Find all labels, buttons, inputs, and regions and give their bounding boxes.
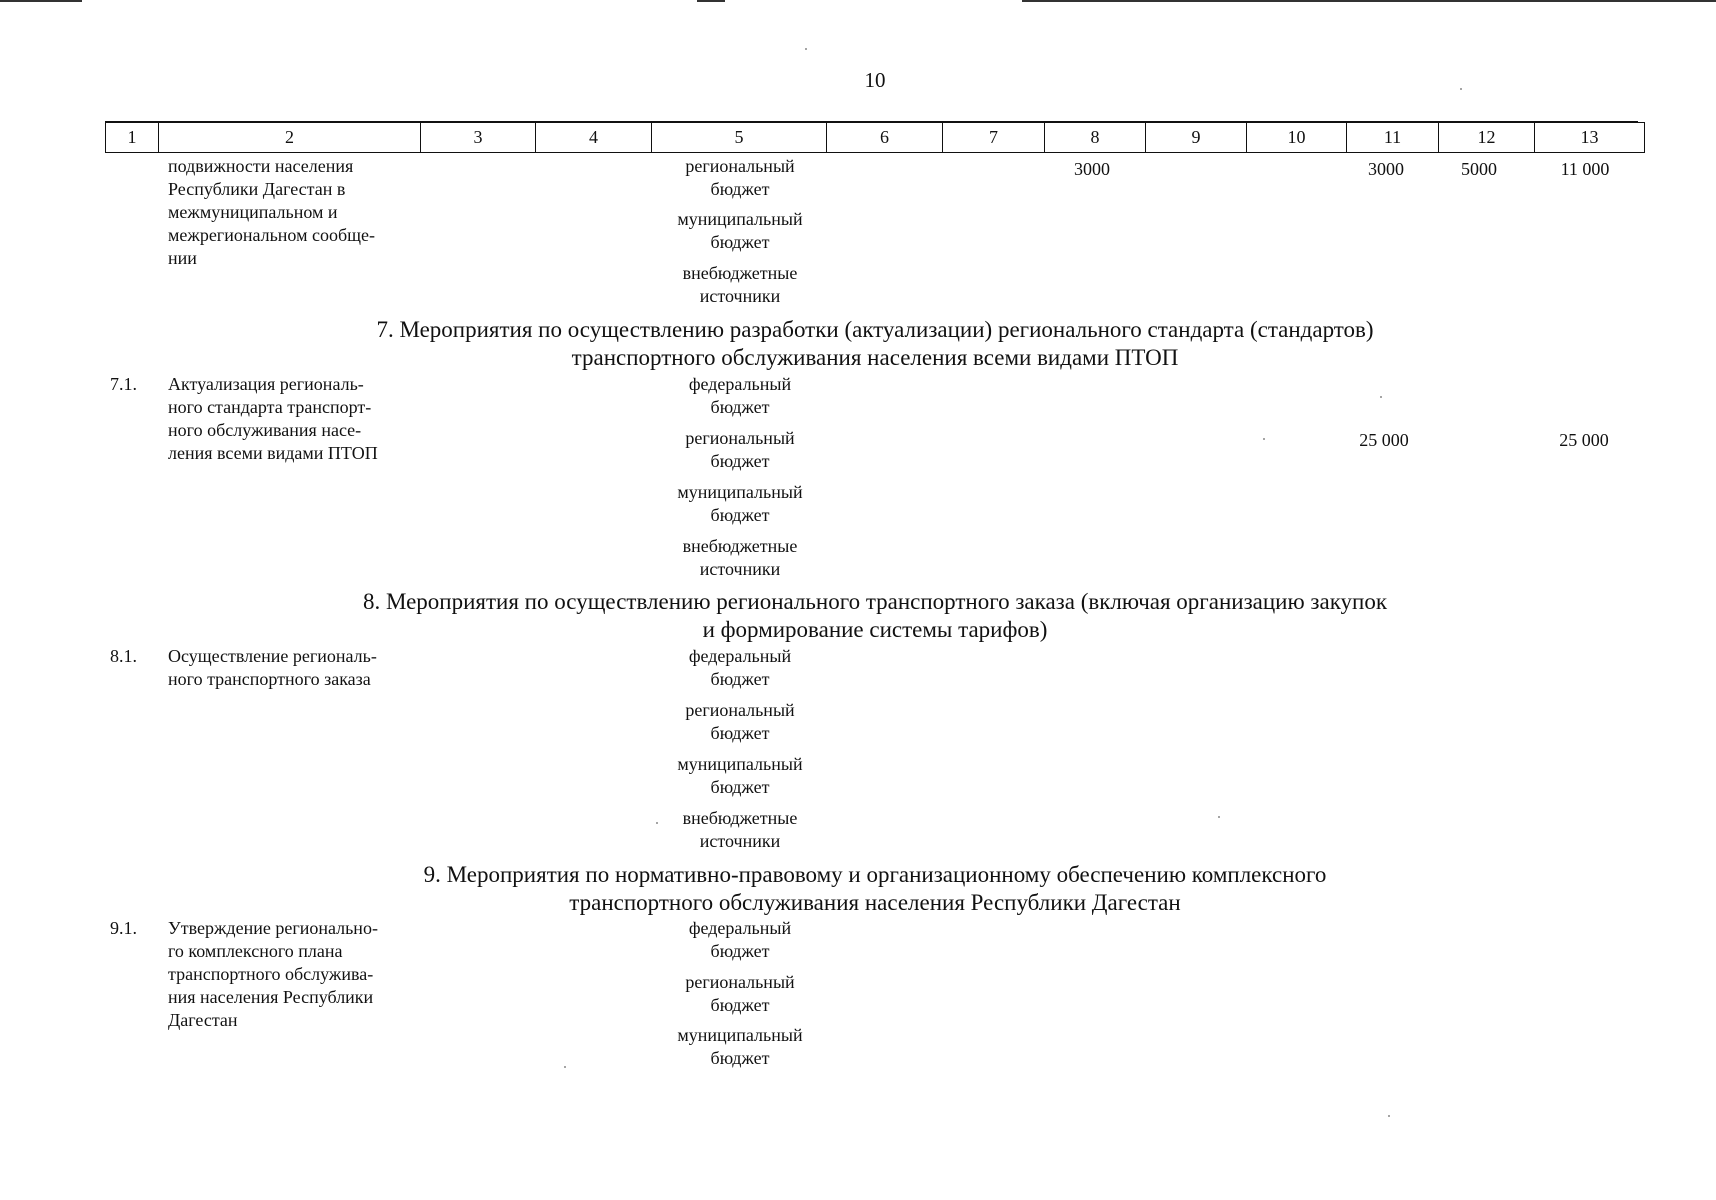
section-title-line: 9. Мероприятия по нормативно-правовому и организационному обеспечению комплексного [423,862,1327,887]
section-8-heading [0,588,1716,644]
header-cell: 12 [1439,123,1535,153]
scan-edge-line [1022,0,1716,2]
source-line: источники [699,286,781,306]
item-name [168,373,405,465]
source-line: источники [699,831,781,851]
name-line: Утверждение регионально- [168,918,378,938]
header-cell: 1 [106,123,159,153]
source-line: федеральный [688,646,792,666]
name-line: ления всеми видами ПТОП [168,443,378,463]
item-name [168,645,405,691]
source-line: бюджет [710,1048,770,1068]
header-cell: 7 [943,123,1045,153]
name-line: нии [168,248,197,268]
source-line: муниципальный [677,1025,803,1045]
section-title-line: 8. Мероприятия по осуществлению регионального транспортного заказа (включая организацию закупок [362,589,1388,614]
source-line: бюджет [710,232,770,252]
source-line: региональный [685,156,795,176]
continued-item-name [168,155,405,270]
item-name [168,917,405,1032]
header-cell: 10 [1247,123,1347,153]
source-line: внебюджетные [682,808,798,828]
name-line: ного обслуживания насе- [168,420,362,440]
scan-speck [1380,396,1382,398]
scan-speck [1388,1115,1390,1117]
header-cell: 3 [421,123,536,153]
scan-speck [1460,88,1462,90]
funding-source-federal [640,373,840,419]
item-number: 8.1. [110,646,137,666]
header-cell: 9 [1146,123,1247,153]
name-line: ного транспортного заказа [168,669,371,689]
source-line: бюджет [710,995,770,1015]
value-col8: 3000 [1074,159,1110,179]
header-cell: 13 [1535,123,1645,153]
source-line: бюджет [710,397,770,417]
name-line: межмуниципальном и [168,202,338,222]
funding-source-municipal [640,208,840,254]
funding-source-municipal [640,1024,840,1070]
value-col13: 25 000 [1559,430,1609,450]
source-line: бюджет [710,451,770,471]
header-cell: 8 [1045,123,1146,153]
section-title-line: и формирование системы тарифов) [702,617,1048,642]
source-line: федеральный [688,918,792,938]
name-line: межрегиональном сообще- [168,225,375,245]
section-title-line: 7. Мероприятия по осуществлению разработки (актуализации) регионального стандарта (стандартов) [376,317,1374,342]
source-line: источники [699,559,781,579]
funding-source-municipal [640,753,840,799]
source-line: бюджет [710,723,770,743]
item-number: 7.1. [110,374,137,394]
source-line: муниципальный [677,754,803,774]
name-line: го комплексного плана [168,941,343,961]
funding-source-regional [640,427,840,473]
source-line: муниципальный [677,482,803,502]
name-line: Республики Дагестан в [168,179,346,199]
item-number: 9.1. [110,918,137,938]
scan-edge-line [697,0,725,2]
section-9-heading [0,861,1716,917]
section-title-line: транспортного обслуживания населения всеми видами ПТОП [571,345,1179,370]
source-line: федеральный [688,374,792,394]
header-cell: 4 [536,123,652,153]
funding-source-extrabudgetary [640,807,840,853]
name-line: Дагестан [168,1010,238,1030]
name-line: Актуализация региональ- [168,374,364,394]
source-line: бюджет [710,669,770,689]
header-cell: 11 [1347,123,1439,153]
source-line: бюджет [710,505,770,525]
scan-speck [564,1066,566,1068]
source-line: региональный [685,972,795,992]
source-line: внебюджетные [682,263,798,283]
name-line: транспортного обслужива- [168,964,374,984]
name-line: подвижности населения [168,156,354,176]
funding-source-municipal [640,481,840,527]
source-line: региональный [685,700,795,720]
value-col12: 5000 [1461,159,1497,179]
scan-speck [1263,438,1265,440]
name-line: ного стандарта транспорт- [168,397,372,417]
source-line: бюджет [710,179,770,199]
funding-source-federal [640,645,840,691]
value-col11: 25 000 [1359,430,1409,450]
source-line: внебюджетные [682,536,798,556]
funding-source-regional [640,699,840,745]
value-col11: 3000 [1368,159,1404,179]
value-col13: 11 000 [1560,159,1610,179]
source-line: региональный [685,428,795,448]
name-line: Осуществление региональ- [168,646,377,666]
funding-source-regional [640,155,840,201]
header-cell: 2 [159,123,421,153]
funding-source-federal [640,917,840,963]
source-line: бюджет [710,941,770,961]
scan-speck [1218,816,1220,818]
source-line: бюджет [710,777,770,797]
header-cell: 5 [652,123,827,153]
scan-edge-line [0,0,82,2]
header-cell: 6 [827,123,943,153]
name-line: ния населения Республики [168,987,374,1007]
funding-source-extrabudgetary [640,535,840,581]
header-top-rule [105,121,1638,123]
column-number-header [105,122,1645,153]
funding-source-extrabudgetary [640,262,840,308]
scan-speck [656,822,658,824]
page-number: 10 [864,68,886,92]
scan-speck [805,48,807,50]
section-title-line: транспортного обслуживания населения Республики Дагестан [569,890,1181,915]
section-7-heading [0,316,1716,372]
funding-source-regional [640,971,840,1017]
source-line: муниципальный [677,209,803,229]
